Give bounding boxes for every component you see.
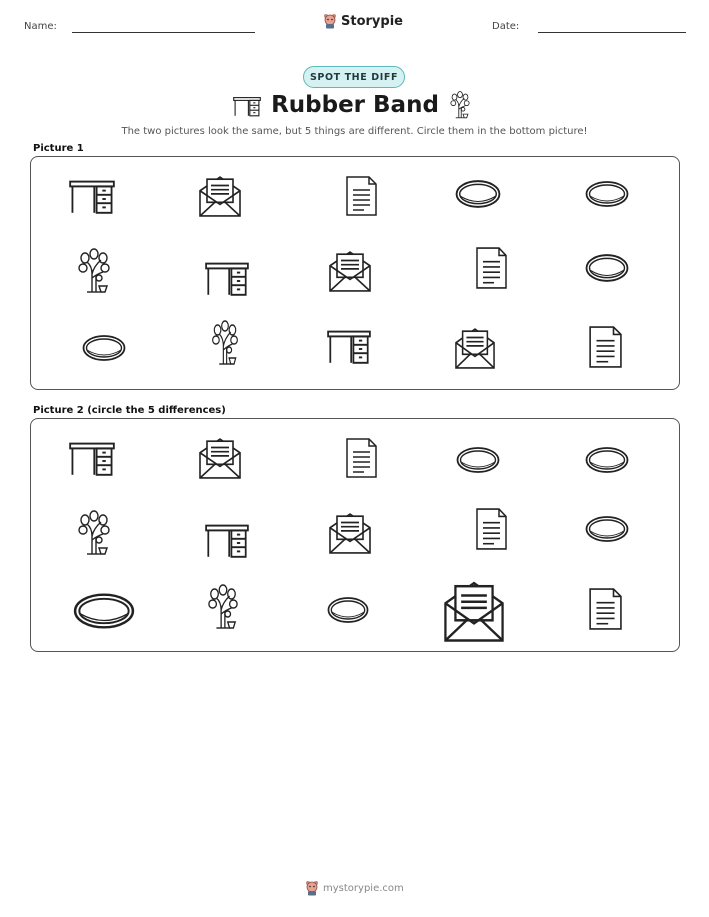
picture2-item-rubber-band[interactable]	[585, 515, 629, 543]
picture1-item-rubber-band[interactable]	[455, 179, 501, 209]
picture2-item-envelope[interactable]	[329, 512, 371, 554]
rubber-band-icon	[585, 253, 629, 283]
picture2-item-document[interactable]	[345, 438, 377, 478]
desk-icon	[69, 178, 115, 214]
envelope-icon	[455, 327, 495, 369]
tree-icon	[77, 248, 111, 294]
picture1-label: Picture 1	[33, 143, 84, 154]
storypie-bear-logo-icon	[323, 13, 337, 29]
rubber-band-icon	[73, 592, 135, 630]
picture2-item-rubber-band[interactable]	[73, 592, 135, 630]
envelope-icon	[329, 512, 371, 554]
picture1-item-document[interactable]	[475, 247, 507, 289]
document-icon	[475, 508, 507, 550]
desk-icon	[205, 522, 249, 558]
tree-icon	[77, 510, 111, 556]
page-title: Rubber Band	[271, 92, 439, 118]
date-label: Date:	[492, 21, 520, 32]
envelope-icon	[199, 175, 241, 217]
picture1-item-envelope[interactable]	[199, 175, 241, 217]
envelope-icon	[329, 250, 371, 292]
rubber-band-icon	[585, 180, 629, 208]
document-icon	[588, 588, 622, 630]
rubber-band-icon	[327, 596, 369, 624]
tree-icon	[211, 320, 239, 366]
rubber-band-icon	[456, 446, 500, 474]
document-icon	[345, 176, 377, 216]
picture1-item-document[interactable]	[345, 176, 377, 216]
rubber-band-icon	[585, 515, 629, 543]
picture2-item-tree[interactable]	[77, 510, 111, 556]
picture2-item-envelope[interactable]	[199, 437, 241, 479]
document-icon	[345, 438, 377, 478]
rubber-band-icon	[455, 179, 501, 209]
picture2-label: Picture 2 (circle the 5 differences)	[33, 405, 226, 416]
brand-logo	[323, 13, 403, 29]
envelope-icon	[444, 580, 504, 642]
name-label: Name:	[24, 21, 57, 32]
tree-icon	[207, 584, 239, 630]
picture1-item-rubber-band[interactable]	[585, 180, 629, 208]
picture2-item-desk[interactable]	[205, 522, 249, 558]
picture1-item-rubber-band[interactable]	[82, 334, 126, 362]
footer	[305, 880, 404, 896]
picture1-item-rubber-band[interactable]	[585, 253, 629, 283]
picture1-item-desk[interactable]	[327, 328, 371, 364]
spot-the-diff-badge: SPOT THE DIFF	[303, 66, 405, 88]
picture1-item-envelope[interactable]	[329, 250, 371, 292]
picture2-item-document[interactable]	[475, 508, 507, 550]
picture2-item-envelope[interactable]	[444, 580, 504, 642]
picture1-item-envelope[interactable]	[455, 327, 495, 369]
storypie-bear-logo-icon	[305, 880, 319, 896]
desk-icon	[327, 328, 371, 364]
footer-url: mystorypie.com	[323, 882, 404, 894]
document-icon	[588, 326, 622, 368]
rubber-band-icon	[82, 334, 126, 362]
picture2-item-rubber-band[interactable]	[456, 446, 500, 474]
picture2-item-tree[interactable]	[207, 584, 239, 630]
picture1-item-desk[interactable]	[69, 178, 115, 214]
picture1-item-desk[interactable]	[205, 260, 249, 296]
instructions: The two pictures look the same, but 5 things are different. Circle them in the bottom picture!	[121, 126, 588, 137]
picture1-item-tree[interactable]	[211, 320, 239, 366]
picture2-item-document[interactable]	[588, 588, 622, 630]
desk-icon	[69, 440, 115, 476]
desk-icon	[205, 260, 249, 296]
envelope-icon	[199, 437, 241, 479]
brand-name: Storypie	[341, 13, 403, 29]
document-icon	[475, 247, 507, 289]
rubber-band-icon	[585, 446, 629, 474]
date-line[interactable]	[538, 32, 686, 33]
picture2-item-desk[interactable]	[69, 440, 115, 476]
picture2-item-rubber-band[interactable]	[327, 596, 369, 624]
picture1-item-document[interactable]	[588, 326, 622, 368]
tree-icon	[449, 91, 471, 119]
picture2-item-rubber-band[interactable]	[585, 446, 629, 474]
picture1-item-tree[interactable]	[77, 248, 111, 294]
name-line[interactable]	[72, 32, 255, 33]
